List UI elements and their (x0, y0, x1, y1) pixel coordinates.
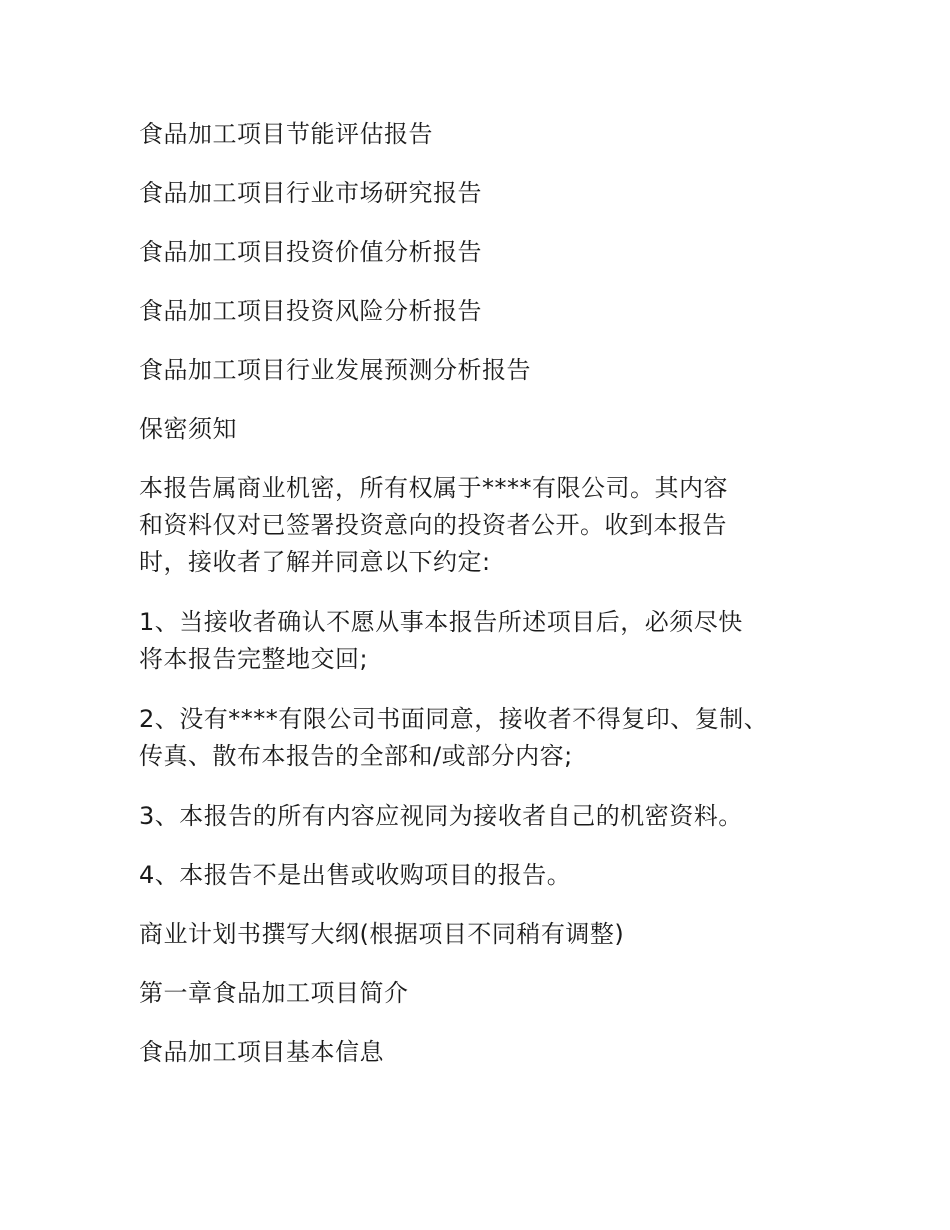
chapter-heading: 第一章食品加工项目简介 (139, 979, 409, 1007)
report-title-industry-forecast: 食品加工项目行业发展预测分析报告 (139, 356, 531, 384)
paragraph-line: 时，接收者了解并同意以下约定: (139, 548, 491, 576)
paragraph-line: 和资料仅对已签署投资意向的投资者公开。收到本报告 (139, 511, 727, 539)
outline-heading: 商业计划书撰写大纲(根据项目不同稍有调整) (139, 920, 625, 948)
paragraph-line: 2、没有****有限公司书面同意，接收者不得复印、复制、 (139, 705, 769, 733)
confidential-intro-paragraph (139, 470, 839, 581)
agreement-item-2 (139, 701, 839, 775)
paragraph-line: 传真、散布本报告的全部和/或部分内容; (139, 742, 573, 770)
agreement-item-1 (139, 604, 839, 678)
document-body (139, 116, 839, 1093)
report-title-investment-risk: 食品加工项目投资风险分析报告 (139, 297, 482, 325)
report-title-energy-assessment: 食品加工项目节能评估报告 (139, 120, 433, 148)
agreement-item-4: 4、本报告不是出售或收购项目的报告。 (139, 861, 572, 889)
section-heading: 食品加工项目基本信息 (139, 1038, 384, 1066)
paragraph-line: 1、当接收者确认不愿从事本报告所述项目后，必须尽快 (139, 608, 743, 636)
report-title-market-research: 食品加工项目行业市场研究报告 (139, 179, 482, 207)
paragraph-line: 本报告属商业机密，所有权属于****有限公司。其内容 (139, 474, 728, 502)
agreement-item-3: 3、本报告的所有内容应视同为接收者自己的机密资料。 (139, 802, 743, 830)
paragraph-line: 将本报告完整地交回; (139, 645, 369, 673)
confidential-heading: 保密须知 (139, 415, 237, 443)
report-title-investment-value: 食品加工项目投资价值分析报告 (139, 238, 482, 266)
